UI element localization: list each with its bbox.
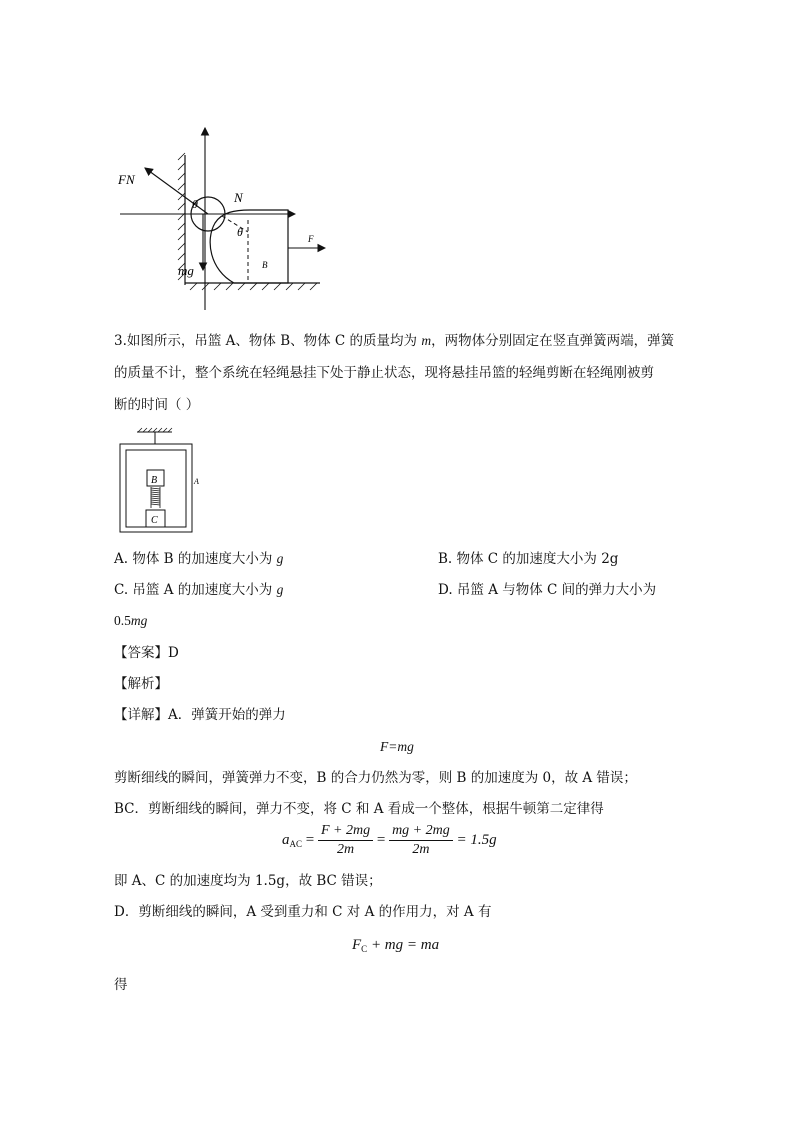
option-c [114,579,283,601]
block-b-letter: B [151,475,158,486]
eq2-fraction-1 [318,822,373,859]
detail-a-intro-text: A．弹簧开始的弹力 [168,707,286,723]
question-line-1 [114,330,674,352]
block-c-letter: C [151,515,158,526]
theta-label: θ [192,197,198,211]
question-line-1a: 3.如图所示，吊篮 A、物体 B、物体 C 的质量均为 [114,333,422,349]
eq2-f1-denominator: 2m [336,842,355,857]
question-line-3: 断的时间（ ） [114,397,200,413]
option-d-number: 0.5 [114,613,131,628]
answer-value: D [168,645,179,661]
equation-2: $a_{AC}$ = $\frac{F + 2mg}{2m}$ = $\frac{mg + 2mg}{2m}$ = 1.5g [282,823,497,857]
detail-a-line: 剪断细线的瞬间，弹簧弹力不变，B 的合力仍然为零，则 B 的加速度为 0，故 A 错误； [114,770,637,786]
basket-a-letter: A [194,477,199,486]
force-diagram [110,120,340,320]
eq2-subscript: AC [289,838,303,849]
detail-bc-line: BC．剪断细线的瞬间，弹力不变，将 C 和 A 看成一个整体，根据牛顿第二定律得 [114,801,604,817]
block-b-label: B [262,260,268,270]
basket-diagram [110,426,210,536]
eq2-f1-numerator: F + 2mg [318,822,373,841]
eq3-force: F [352,937,362,953]
equation-3 [352,937,439,954]
eq3-rest: + mg = ma [367,937,440,953]
option-b: B. 物体 C 的加速度大小为 2g [438,551,619,567]
eq2-f2-denominator: 2m [412,842,430,857]
analysis-label: 【解析】 [114,676,168,692]
theta2-label: θ [237,225,243,239]
option-a-value: g [276,551,284,566]
option-d-continued [114,610,147,632]
option-d-variable: mg [130,613,148,628]
option-a-text: A. 物体 B 的加速度大小为 [114,551,277,567]
option-a [114,548,283,570]
option-c-value: g [276,582,284,597]
n-label: N [234,190,243,205]
detail-bc-conclusion: 即 A、C 的加速度均为 1.5g，故 BC 错误； [114,873,382,889]
eq2-rhs: = 1.5g [456,831,497,848]
question-line-2: 的质量不计，整个系统在轻绳悬挂下处于静止状态，现将悬挂吊篮的轻绳剪断在轻绳刚被剪 [114,365,654,381]
detail-a-intro [114,704,286,726]
eq2-f2-numerator: mg + 2mg [389,822,453,841]
eq3-subscript: C [361,944,368,954]
f-label: F [308,234,314,244]
detail-de: 得 [114,977,128,993]
answer-label: 【答案】 [114,645,168,661]
detail-d-line: D．剪断细线的瞬间，A 受到重力和 C 对 A 的作用力，对 A 有 [114,904,492,920]
question-line-1b: ，两物体分别固定在竖直弹簧两端，弹簧 [431,333,675,349]
eq2-lhs: a [282,831,290,848]
option-c-text: C. 吊篮 A 的加速度大小为 [114,582,277,598]
answer-line [114,642,179,664]
question-mass: m [421,333,432,348]
eq2-fraction-2 [389,822,453,859]
equation-1: F=mg [380,739,414,754]
option-d: D. 吊篮 A 与物体 C 间的弹力大小为 [438,582,657,598]
mg-label: mg [178,263,194,278]
detail-label: 【详解】 [114,707,168,723]
fn-label: FN [118,172,135,187]
